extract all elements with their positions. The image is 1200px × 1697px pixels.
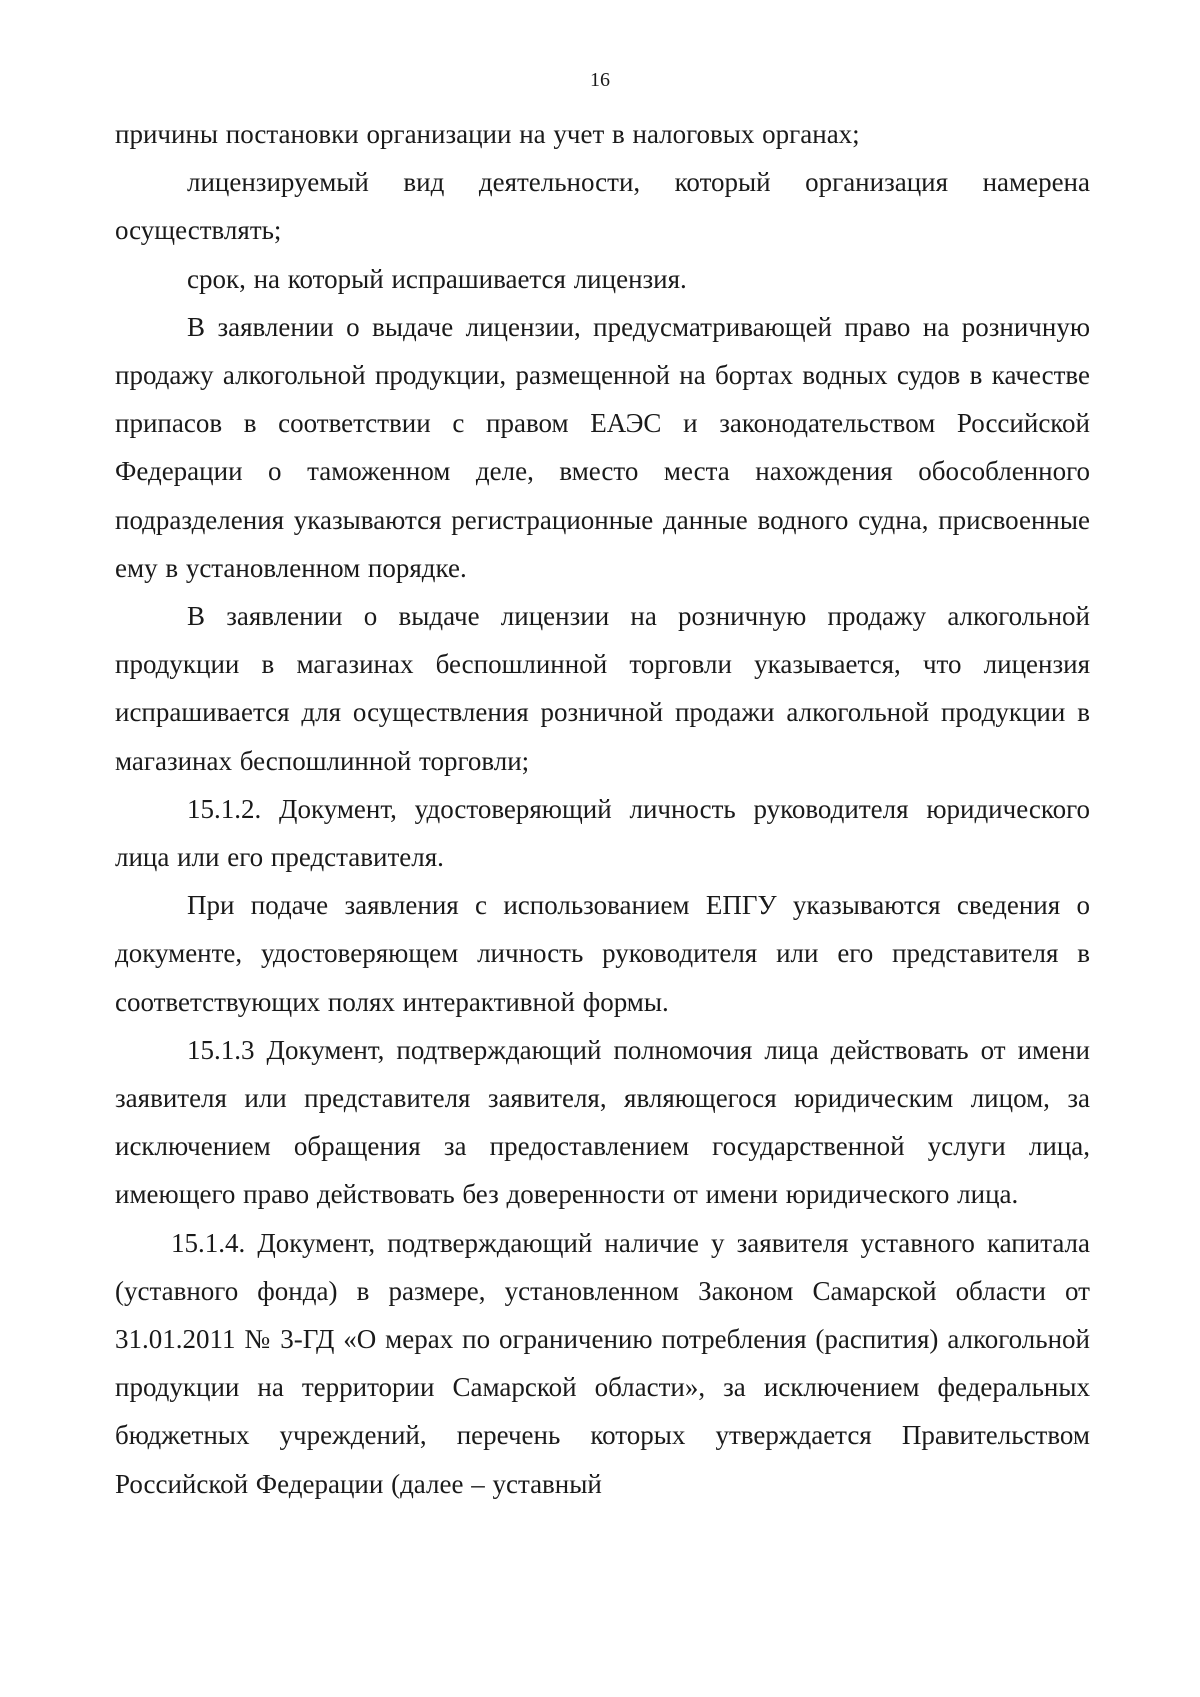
paragraph-epgu-submission: При подаче заявления с использованием ЕПГУ указываются сведения о документе, удостоверяющем личность руководителя или его представителя в соответствующих полях интерактивной формы.	[115, 890, 1090, 1017]
paragraph-license-term: срок, на который испрашивается лицензия.	[187, 263, 687, 294]
document-body	[115, 110, 1090, 1508]
paragraph-15-1-3: 15.1.3 Документ, подтверждающий полномочия лица действовать от имени заявителя или представителя заявителя, являющегося юридическим лицом, за исключением обращения за предоставлением государственной услуги лица, имеющего право действовать без доверенности от имени юридического лица.	[115, 1034, 1090, 1210]
paragraph-15-1-2: 15.1.2. Документ, удостоверяющий личность руководителя юридического лица или его представителя.	[115, 793, 1090, 873]
paragraph-licensed-activity: лицензируемый вид деятельности, который организация намерена осуществлять;	[115, 167, 1090, 246]
paragraph-15-1-4: 15.1.4. Документ, подтверждающий наличие у заявителя уставного капитала (уставного фонда) в размере, установленном Законом Самарской области от 31.01.2011 № 3-ГД «О мерах по ограничению потребления (распития) алкогольной продукции на территории Самарской области», за исключением федеральных бюджетных учреждений, перечень которых утверждается Правительством Российской Федерации (далее – уставный	[115, 1227, 1090, 1499]
paragraph-duty-free-license: В заявлении о выдаче лицензии на розничную продажу алкогольной продукции в магазинах беспошлинной торговли указывается, что лицензия испрашивается для осуществления розничной продажи алкогольной продукции в магазинах беспошлинной торговли;	[115, 601, 1090, 776]
paragraph-tax-registration-reason: причины постановки организации на учет в налоговых органах;	[115, 119, 860, 149]
page-number: 16	[590, 69, 610, 91]
paragraph-water-vessel-license: В заявлении о выдаче лицензии, предусматривающей право на розничную продажу алкогольной продукции, размещенной на бортах водных судов в качестве припасов в соответствии с правом ЕАЭС и законодательством Российской Федерации о таможенном деле, вместо места нахождения обособленного подразделения указываются регистрационные данные водного судна, присвоенные ему в установленном порядке.	[115, 311, 1090, 583]
